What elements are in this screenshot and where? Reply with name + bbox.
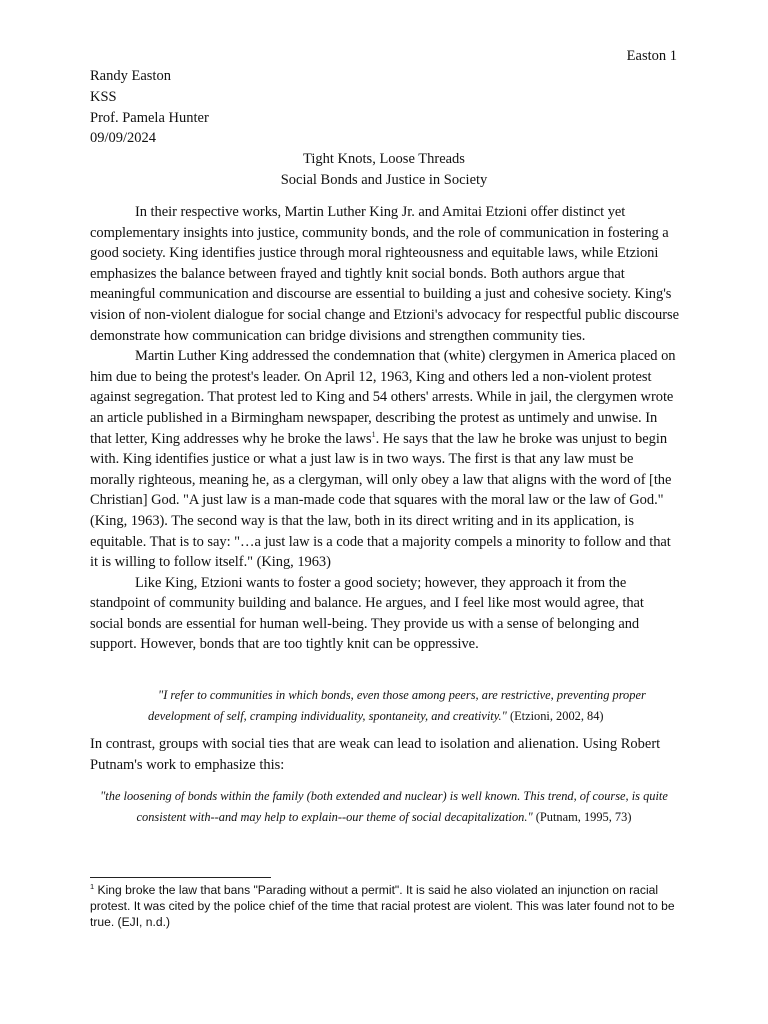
paragraph-2-text-a: Martin Luther King addressed the condemnation that (white) clergymen in America placed on him due to being the protest's leader. On April 12, 1963, King and others led a non-violent protest against segregation. That protest led to King and 54 others' arrests. While in jail, the clergymen wrote an article published in a Birmingham newspaper, describing the protest as untimely and unwise. In that letter, King addresses why he broke the laws [90, 348, 676, 447]
mla-heading [90, 66, 209, 149]
transition-text: In contrast, groups with social ties that are weak can lead to isolation and alienation. Using Robert Putnam's work to emphasize this: [90, 736, 661, 773]
paragraph-2-text-b: . He says that the law he broke was unjust to begin with. King identifies justice or what a just law is in two ways. The first is that any law must be morally righteous, meaning he, as a clergyman, will only obey a law that aligns with the word of [the Christian] God. "A just law is a man-made code that squares with the moral law or the law of God." (King, 1963). The second way is that the law, both in its direct writing and in its application, is equitable. That is to say: "…a just law is a code that a majority compels a minority to follow and that it is willing to follow itself." (King, 1963) [90, 430, 672, 571]
footnote-text: King broke the law that bans "Parading without a permit". It is said he also violated an injunction on racial protest. It was cited by the police chief of the time that racial protest are violent. This was later found not to be true. (EJI, n.d.) [90, 883, 675, 929]
paragraph-1: In their respective works, Martin Luther King Jr. and Amitai Etzioni offer distinct yet complementary insights into justice, community bonds, and the role of communication in fostering a good society. King identifies justice through moral righteousness and equitable laws, while Etzioni emphasizes the balance between frayed and tightly knit social bonds. Both authors argue that meaningful communication and discourse are essential to building a just and cohesive society. King's vision of non-violent dialogue for social change and Etzioni's advocacy for respectful public discourse demonstrate how communication can bridge divisions and strengthen community ties. [90, 204, 679, 344]
professor-name: Prof. Pamela Hunter [90, 109, 209, 126]
essay-body [90, 202, 680, 655]
quote-etzioni-text: "I refer to communities in which bonds, even those among peers, are restrictive, preventing proper development of self, cramping individuality, spontaneity, and creativity." [148, 688, 646, 723]
block-quote-putnam-paragraph [90, 786, 678, 827]
footnote [90, 882, 678, 930]
submission-date: 09/09/2024 [90, 130, 157, 147]
course-name: KSS [90, 88, 117, 105]
block-quote-etzioni [148, 685, 658, 726]
page-header-running-head: Easton 1 [626, 48, 677, 64]
quote-etzioni-citation: (Etzioni, 2002, 84) [506, 708, 604, 723]
author-name: Randy Easton [90, 68, 171, 84]
quote-putnam-citation: (Putnam, 1995, 73) [532, 809, 632, 824]
title-line-2: Social Bonds and Justice in Society [280, 172, 488, 188]
footnote-reference[interactable]: 1 [371, 429, 376, 439]
footnote-separator [90, 877, 271, 878]
footnote-paragraph [90, 882, 678, 930]
transition-paragraph [90, 734, 678, 775]
essay-title [90, 149, 678, 191]
title-line-1: Tight Knots, Loose Threads [303, 151, 465, 167]
footnote-marker: 1 [90, 881, 95, 891]
block-quote-etzioni-paragraph [148, 685, 658, 726]
paragraph-2 [90, 346, 680, 573]
quote-putnam-text: "the loosening of bonds within the family (both extended and nuclear) is well known. This trend, of course, is quite consistent with--and may help to explain--our theme of social decapitalization." [100, 789, 668, 824]
block-quote-putnam [90, 786, 678, 827]
paragraph-3: Like King, Etzioni wants to foster a good society; however, they approach it from the standpoint of community building and balance. He argues, and I feel like most would agree, that social bonds are essential for human well-being. They provide us with a sense of belonging and support. However, bonds that are too tightly knit can be oppressive. [90, 574, 644, 653]
